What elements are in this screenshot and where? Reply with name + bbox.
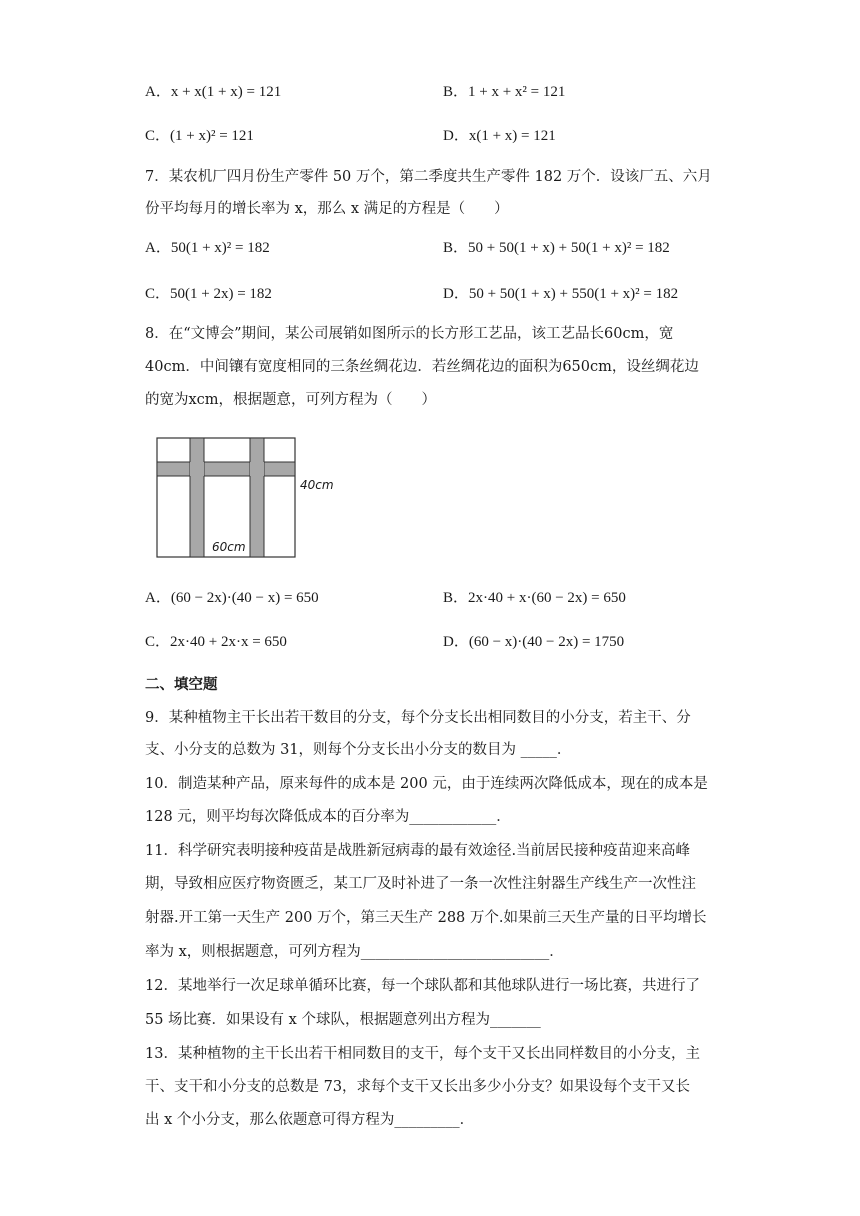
- q9-line1: 9．某种植物主干长出若干数目的分支，每个分支长出相同数目的小分支，若主干、分: [145, 710, 691, 726]
- q6-option-b: B．1 + x + x² = 121: [443, 84, 566, 100]
- figure-width-label: 60cm: [212, 540, 246, 554]
- q6-option-a: A．x + x(1 + x) = 121: [145, 84, 282, 100]
- q6-option-d: D．x(1 + x) = 121: [443, 128, 556, 144]
- q12-line2: 55 场比赛．如果设有 x 个球队，根据题意列出方程为_______: [145, 1012, 541, 1028]
- q7-option-b: B．50 + 50(1 + x) + 50(1 + x)² = 182: [443, 240, 670, 256]
- q8-option-a: A．(60 − 2x)·(40 − x) = 650: [145, 590, 319, 606]
- q8-stem-line1: 8．在“文博会”期间，某公司展销如图所示的长方形工艺品，该工艺品长60cm，宽: [145, 326, 674, 342]
- q11-line4: 率为 x，则根据题意，可列方程为__________________________．: [145, 944, 564, 960]
- q6-option-c: C．(1 + x)² = 121: [145, 128, 254, 144]
- q7-stem-line1: 7．某农机厂四月份生产零件 50 万个，第二季度共生产零件 182 万个．设该厂五、六月: [145, 169, 712, 185]
- q11-line3: 射器.开工第一天生产 200 万个，第三天生产 288 万个.如果前三天生产量的日平均增长: [145, 910, 707, 926]
- q7-stem-line2: 份平均每月的增长率为 x，那么 x 满足的方程是（ ）: [145, 201, 509, 217]
- q9-line2: 支、小分支的总数为 31，则每个分支长出小分支的数目为 _____．: [145, 742, 572, 758]
- q13-line3: 出 x 个小分支，那么依题意可得方程为_________．: [145, 1112, 475, 1128]
- q12-line1: 12．某地举行一次足球单循环比赛，每一个球队都和其他球队进行一场比赛，共进行了: [145, 978, 700, 994]
- q8-option-b: B．2x·40 + x·(60 − 2x) = 650: [443, 590, 626, 606]
- q8-stem-line3: 的宽为xcm，根据题意，可列方程为（ ）: [145, 392, 437, 408]
- horizontal-ribbon: [157, 462, 295, 476]
- q11-line2: 期，导致相应医疗物资匮乏，某工厂及时补进了一条一次性注射器生产线生产一次性注: [145, 876, 696, 892]
- vertical-ribbon-right: [250, 438, 264, 557]
- q8-option-c: C．2x·40 + 2x·x = 650: [145, 634, 287, 650]
- q7-option-a: A．50(1 + x)² = 182: [145, 240, 270, 256]
- figure-height-label: 40cm: [300, 478, 334, 492]
- section-title: 二、填空题: [145, 677, 218, 693]
- q13-line1: 13．某种植物的主干长出若干相同数目的支干，每个支干又长出同样数目的小分支，主: [145, 1046, 700, 1062]
- q10-line2: 128 元，则平均每次降低成本的百分率为____________．: [145, 809, 511, 825]
- q10-line1: 10．制造某种产品，原来每件的成本是 200 元，由于连续两次降低成本，现在的成本是: [145, 776, 708, 792]
- q11-line1: 11．科学研究表明接种疫苗是战胜新冠病毒的最有效途径.当前居民接种疫苗迎来高峰: [145, 843, 691, 859]
- rectangle-figure: [150, 430, 350, 569]
- vertical-ribbon-left: [190, 438, 204, 557]
- q13-line2: 干、支干和小分支的总数是 73，求每个支干又长出多少小分支？如果设每个支干又长: [145, 1079, 691, 1095]
- q8-option-d: D．(60 − x)·(40 − 2x) = 1750: [443, 634, 625, 650]
- q7-option-c: C．50(1 + 2x) = 182: [145, 286, 272, 302]
- q7-option-d: D．50 + 50(1 + x) + 550(1 + x)² = 182: [443, 286, 679, 302]
- q8-stem-line2: 40cm．中间镶有宽度相同的三条丝绸花边．若丝绸花边的面积为650cm，设丝绸花边: [145, 359, 699, 375]
